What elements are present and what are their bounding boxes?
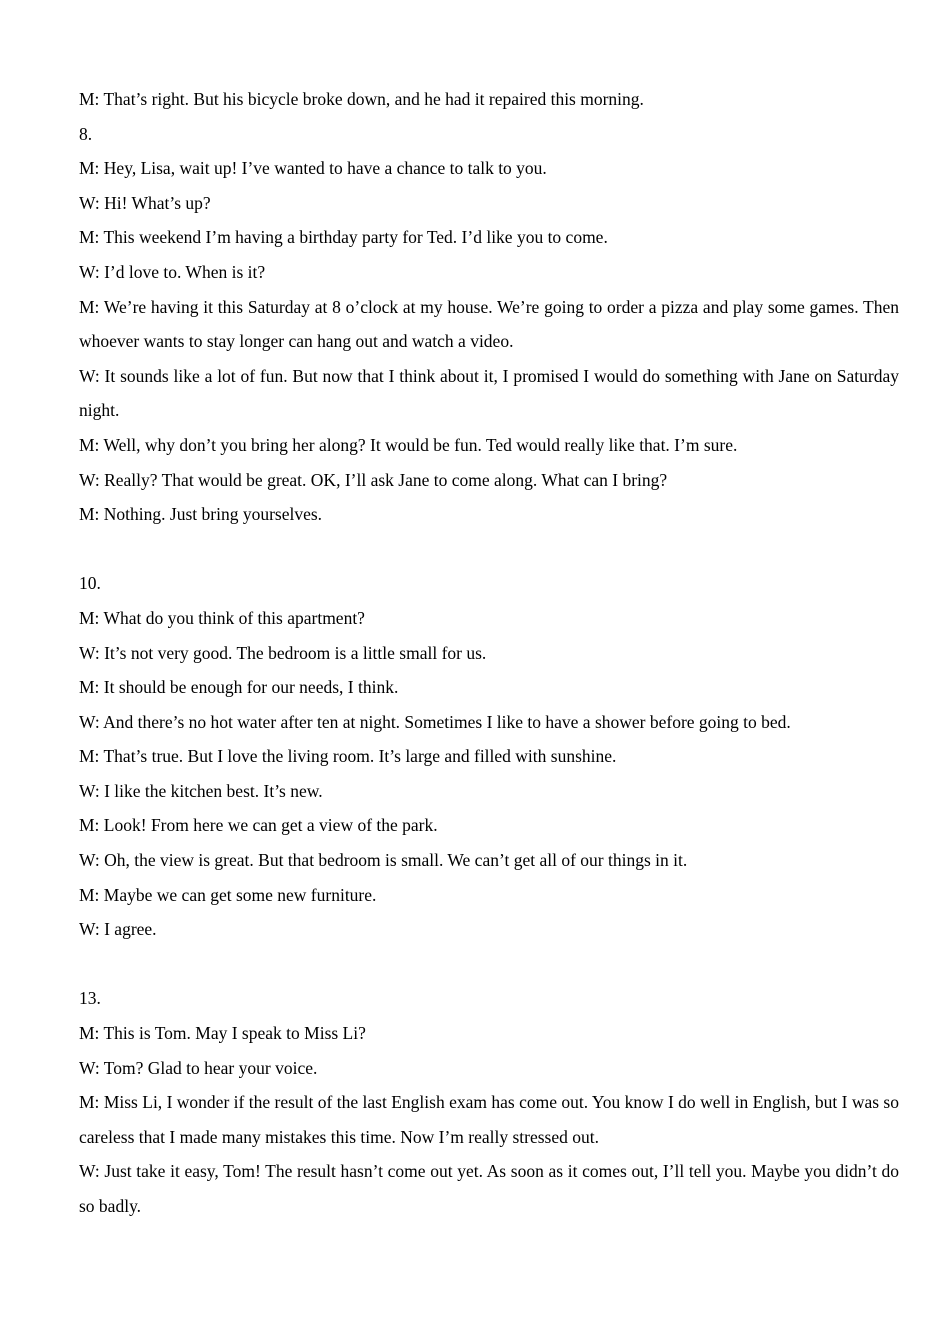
- dialogue-line: M: This is Tom. May I speak to Miss Li?: [79, 1023, 366, 1044]
- dialogue-line: M: Well, why don’t you bring her along? It would be fun. Ted would really like that. I’m sure.: [79, 434, 738, 455]
- section-number: 10.: [79, 573, 101, 594]
- dialogue-line: W: Really? That would be great. OK, I’ll ask Jane to come along. What can I bring?: [79, 469, 668, 490]
- section-number: 13.: [79, 988, 101, 1009]
- dialogue-line: M: Nothing. Just bring yourselves.: [79, 504, 323, 525]
- dialogue-line: W: It sounds like a lot of fun. But now that I think about it, I promised I would do something with Jane on Saturday night.: [79, 365, 899, 421]
- dialogue-line: W: Oh, the view is great. But that bedroom is small. We can’t get all of our things in it.: [79, 850, 688, 871]
- dialogue-line: M: That’s true. But I love the living room. It’s large and filled with sunshine.: [79, 746, 617, 767]
- dialogue-line: M: This weekend I’m having a birthday party for Ted. I’d like you to come.: [79, 227, 608, 248]
- dialogue-line: W: Hi! What’s up?: [79, 192, 211, 213]
- section-10: [79, 566, 899, 947]
- dialogue-line: M: What do you think of this apartment?: [79, 607, 365, 628]
- section-spacer: [79, 947, 899, 982]
- dialogue-line: W: I like the kitchen best. It’s new.: [79, 780, 323, 801]
- dialogue-line: M: Hey, Lisa, wait up! I’ve wanted to have a chance to talk to you.: [79, 158, 547, 179]
- section-13: [79, 981, 899, 1223]
- dialogue-line: M: That’s right. But his bicycle broke down, and he had it repaired this morning.: [79, 89, 644, 109]
- dialogue-line: M: It should be enough for our needs, I think.: [79, 677, 399, 698]
- dialogue-line: W: I’d love to. When is it?: [79, 261, 266, 282]
- dialogue-line: M: We’re having it this Saturday at 8 o’clock at my house. We’re going to order a pizza and play some games. Then whoever wants to stay longer can hang out and watch a video.: [79, 296, 899, 352]
- dialogue-line: M: Look! From here we can get a view of the park.: [79, 815, 438, 836]
- dialogue-line: W: And there’s no hot water after ten at night. Sometimes I like to have a shower before going to bed.: [79, 711, 791, 732]
- section-spacer: [79, 532, 899, 567]
- section-8: [79, 117, 899, 532]
- section-number: 8.: [79, 123, 93, 144]
- dialogue-line: M: Maybe we can get some new furniture.: [79, 884, 377, 905]
- dialogue-line: W: It’s not very good. The bedroom is a little small for us.: [79, 642, 487, 663]
- document-page: [79, 82, 899, 1224]
- dialogue-line: W: I agree.: [79, 919, 157, 940]
- section-continuation: [79, 82, 899, 117]
- dialogue-line: W: Just take it easy, Tom! The result hasn’t come out yet. As soon as it comes out, I’ll tell you. Maybe you didn’t do so badly.: [79, 1161, 899, 1216]
- dialogue-line: W: Tom? Glad to hear your voice.: [79, 1057, 318, 1078]
- dialogue-line: M: Miss Li, I wonder if the result of the last English exam has come out. You know I do well in English, but I was so careless that I made many mistakes this time. Now I’m really stressed out.: [79, 1092, 899, 1147]
